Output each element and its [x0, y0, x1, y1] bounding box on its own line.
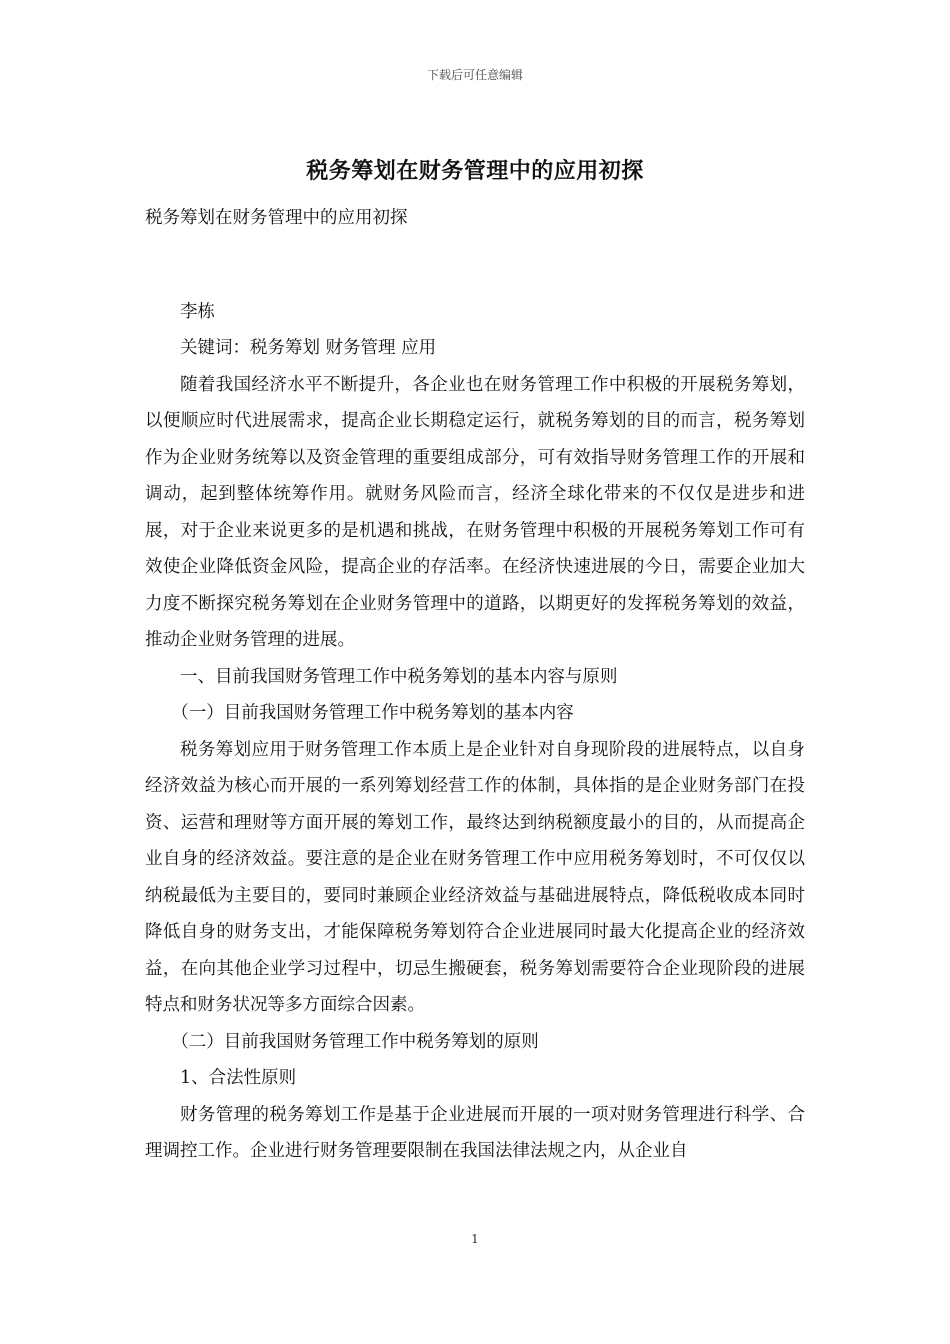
section-1-1-heading: （一）目前我国财务管理工作中税务筹划的基本内容 — [171, 703, 574, 723]
document-body — [145, 200, 805, 1170]
header-note: 下载后可任意编辑 — [426, 68, 523, 82]
principle-1-paragraph: 财务管理的税务筹划工作是基于企业进展而开展的一项对财务管理进行科学、合理调控工作。企业进行财务管理要限制在我国法律法规之内，从企业自 — [145, 1104, 805, 1161]
section-1-2-heading: （二）目前我国财务管理工作中税务筹划的原则 — [171, 1031, 539, 1052]
section-1-1-paragraph: 税务筹划应用于财务管理工作本质上是企业针对自身现阶段的进展特点，以自身经济效益为核心而开展的一系列筹划经营工作的体制，具体指的是企业财务部门在投资、运营和理财等方面开展的筹划工作，最终达到纳税额度最小的目的，从而提高企业自身的经济效益。要注意的是企业在财务管理工作中应用税务筹划时，不可仅仅以纳税最低为主要目的，要同时兼顾企业经济效益与基础进展特点，降低税收成本同时降低自身的财务支出，才能保障税务筹划符合企业进展同时最大化提高企业的经济效益，在向其他企业学习过程中，切忌生搬硬套，税务筹划需要符合企业现阶段的进展特点和财务状况等多方面综合因素。 — [145, 739, 805, 1015]
section-1-heading: 一、目前我国财务管理工作中税务筹划的基本内容与原则 — [180, 666, 618, 687]
author-name: 李栋 — [180, 301, 215, 322]
document-title: 税务筹划在财务管理中的应用初探 — [306, 158, 644, 184]
document-subtitle: 税务筹划在财务管理中的应用初探 — [145, 208, 408, 228]
intro-paragraph: 随着我国经济水平不断提升，各企业也在财务管理工作中积极的开展税务筹划，以便顺应时代进展需求，提高企业长期稳定运行，就税务筹划的目的而言，税务筹划作为企业财务统筹以及资金管理的重要组成部分，可有效指导财务管理工作的开展和调动，起到整体统筹作用。就财务风险而言，经济全球化带来的不仅仅是进步和进展，对于企业来说更多的是机遇和挑战，在财务管理中积极的开展税务筹划工作可有效使企业降低资金风险，提高企业的存活率。在经济快速进展的今日，需要企业加大力度不断探究税务筹划在企业财务管理中的道路，以期更好的发挥税务筹划的效益，推动企业财务管理的进展。 — [145, 374, 805, 650]
page-number: 1 — [471, 1232, 479, 1246]
keywords-line: 关键词：税务筹划 财务管理 应用 — [180, 338, 437, 358]
principle-1-heading: 1、合法性原则 — [180, 1068, 297, 1088]
